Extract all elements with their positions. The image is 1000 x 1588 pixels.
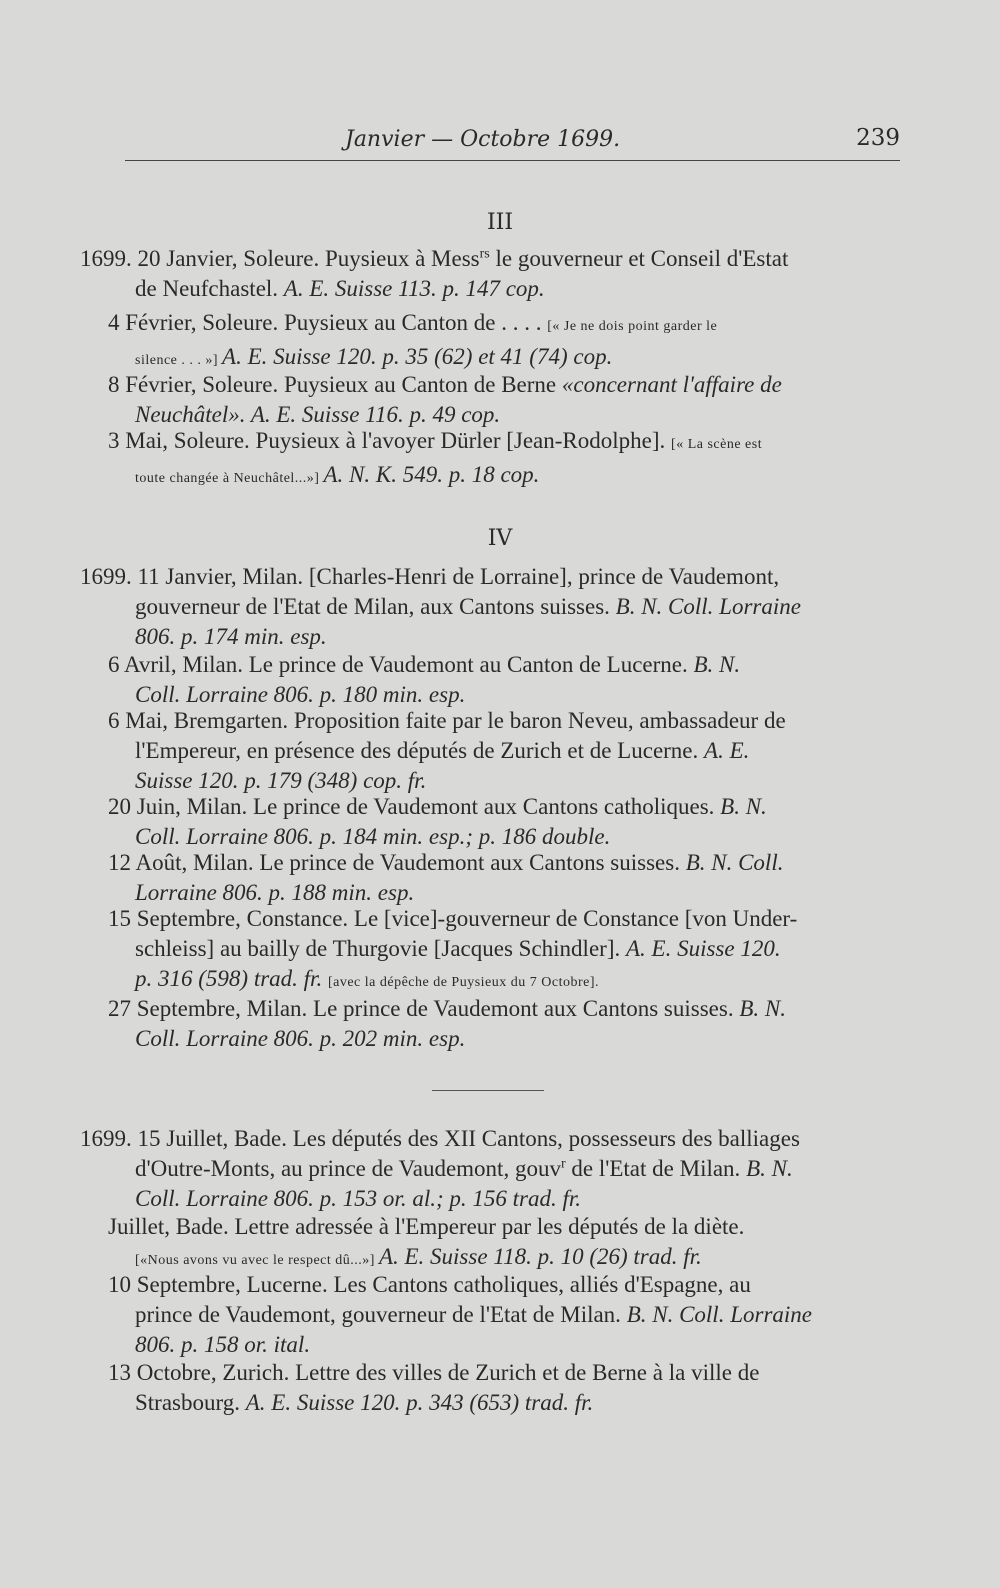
entry-s3-1: 1699. 20 Janvier, Soleure. Puysieux à Mess$^{rs}$ le gouverneur et Conseil d'Estat de Neufchastel. A. E. Suisse 113. p. 147 cop. <box>80 246 789 301</box>
entry-s4-6: 15 Septembre, Constance. Le [vice]-gouverneur de Constance [von Under- schleiss] au bailly de Thurgovie [Jacques Schindler]. A. E. Suisse 120. p. 316 (598) trad. fr. [avec la dépêche de Puysieux du 7 Octobre]. <box>108 906 798 991</box>
page-header <box>125 120 900 161</box>
entry-s4-3: 6 Mai, Bremgarten. Proposition faite par le baron Neveu, ambassadeur de l'Empereur, en présence des députés de Zurich et de Lucerne. A. E. Suisse 120. p. 179 (348) cop. fr. <box>108 708 786 793</box>
section-heading-iii: III <box>486 210 514 235</box>
entry-s3-2: 4 Février, Soleure. Puysieux au Canton de . . . . [« Je ne dois point garder le silence . . . »] A. E. Suisse 120. p. 35 (62) et 41 (74) cop. <box>108 310 718 369</box>
entry-s5-3: 10 Septembre, Lucerne. Les Cantons catholiques, alliés d'Espagne, au prince de Vaudemont, gouverneur de l'Etat de Milan. B. N. Coll. Lorraine 806. p. 158 or. ital. <box>108 1272 812 1357</box>
entry-s4-1: 1699. 11 Janvier, Milan. [Charles-Henri de Lorraine], prince de Vaudemont, gouverneur de l'Etat de Milan, aux Cantons suisses. B. N. Coll. Lorraine 806. p. 174 min. esp. <box>80 564 801 649</box>
entry-s3-4: 3 Mai, Soleure. Puysieux à l'avoyer Dürler [Jean-Rodolphe]. [« La scène est toute changée à Neuchâtel...»] A. N. K. 549. p. 18 cop. <box>108 428 763 487</box>
entry-s4-7: 27 Septembre, Milan. Le prince de Vaudemont aux Cantons suisses. B. N. Coll. Lorraine 806. p. 202 min. esp. <box>108 996 786 1051</box>
entry-s5-2: Juillet, Bade. Lettre adressée à l'Empereur par les députés de la diète. [«Nous avons vu avec le respect dû...»] A. E. Suisse 118. p. 10 (26) trad. fr. <box>108 1214 745 1269</box>
separator-rule <box>432 1090 544 1091</box>
entry-s4-2: 6 Avril, Milan. Le prince de Vaudemont au Canton de Lucerne. B. N. Coll. Lorraine 806. p. 180 min. esp. <box>108 652 741 707</box>
entry-s3-3: 8 Février, Soleure. Puysieux au Canton de Berne «concernant l'affaire de Neuchâtel». A. E. Suisse 116. p. 49 cop. <box>108 372 782 427</box>
entry-s4-4: 20 Juin, Milan. Le prince de Vaudemont aux Cantons catholiques. B. N. Coll. Lorraine 806. p. 184 min. esp.; p. 186 double. <box>108 794 767 849</box>
page-number: 239 <box>856 125 900 151</box>
section-heading-iv: IV <box>487 526 513 551</box>
running-title: Janvier — Octobre 1699. <box>345 127 621 152</box>
entry-s5-1: 1699. 15 Juillet, Bade. Les députés des XII Cantons, possesseurs des balliages d'Outre-Monts, au prince de Vaudemont, gouv$^r$ de l'Etat de Milan. B. N. Coll. Lorraine 806. p. 153 or. al.; p. 156 trad. fr. <box>80 1126 800 1211</box>
entry-s5-4: 13 Octobre, Zurich. Lettre des villes de Zurich et de Berne à la ville de Strasbourg. A. E. Suisse 120. p. 343 (653) trad. fr. <box>108 1360 760 1415</box>
entry-s4-5: 12 Août, Milan. Le prince de Vaudemont aux Cantons suisses. B. N. Coll. Lorraine 806. p. 188 min. esp. <box>108 850 784 905</box>
